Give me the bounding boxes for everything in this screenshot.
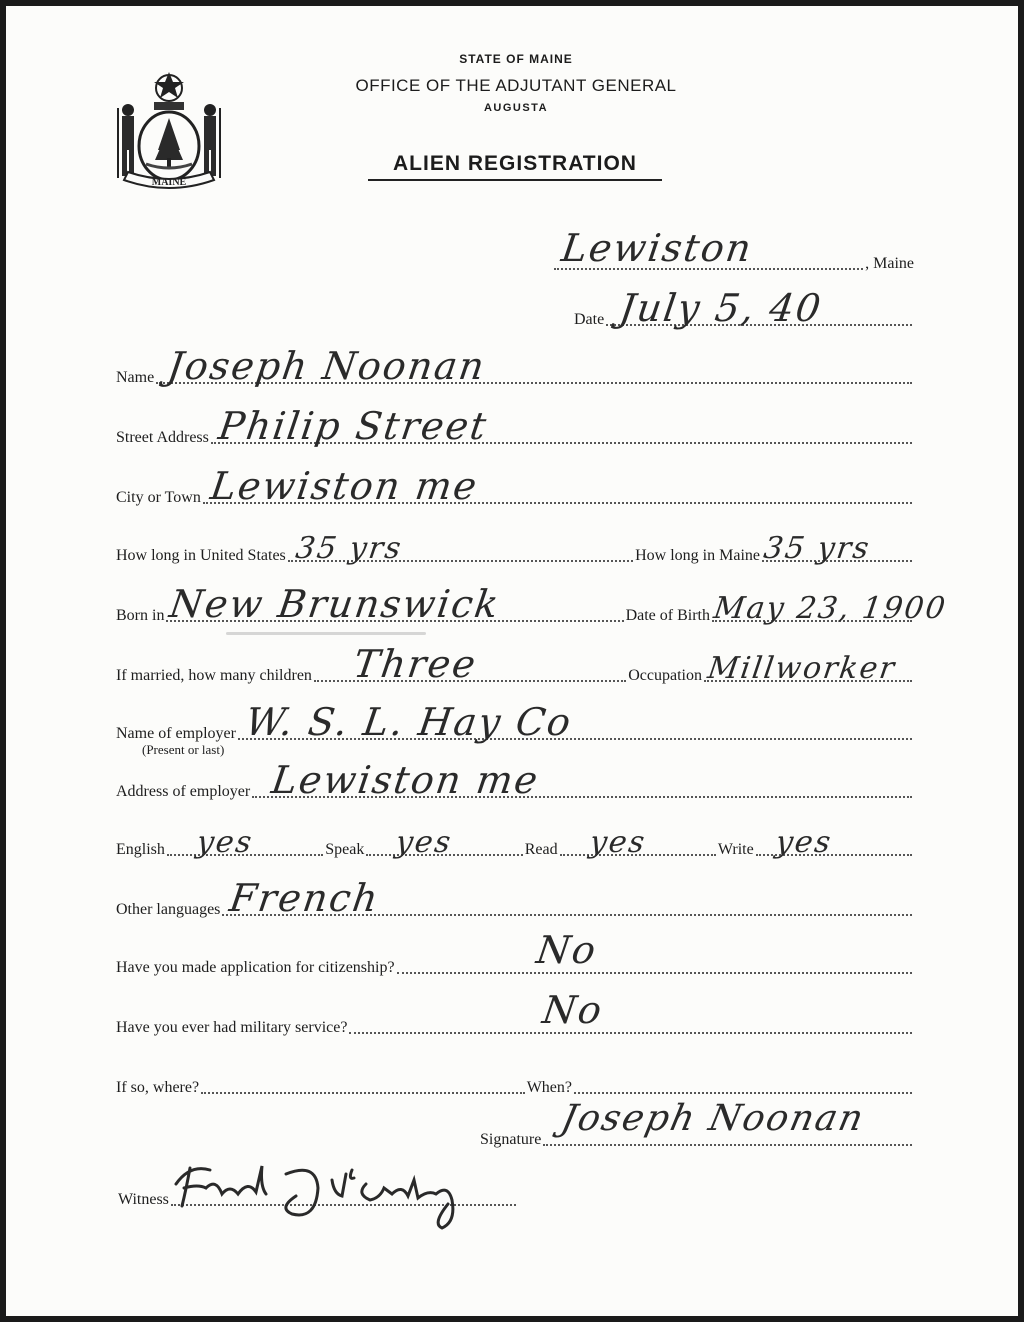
employer-line xyxy=(238,700,912,744)
write-value: yes xyxy=(773,825,835,860)
citizenship-label: Have you made application for citizenship? xyxy=(116,959,395,976)
street-line xyxy=(211,404,912,448)
street-label: Street Address xyxy=(116,429,209,446)
family-row xyxy=(116,642,914,686)
city-row xyxy=(116,464,914,508)
children-line xyxy=(314,642,626,686)
other-languages-line xyxy=(222,876,912,920)
other-languages-label: Other languages xyxy=(116,901,221,918)
where-label: If so, where? xyxy=(116,1079,200,1096)
born-in-line xyxy=(166,582,623,626)
how-long-maine-line xyxy=(761,531,912,566)
children-label: If married, how many children xyxy=(116,667,312,684)
occupation-line xyxy=(704,651,912,686)
citizenship-row xyxy=(116,928,914,978)
how-long-maine-value: 35 yrs xyxy=(761,531,873,566)
how-long-maine-label: How long in Maine xyxy=(635,547,760,564)
children-value: Three xyxy=(350,642,480,686)
seal-motto-text: MAINE xyxy=(151,177,187,188)
header-office: OFFICE OF THE ADJUTANT GENERAL xyxy=(355,76,677,95)
employer-label: Name of employer xyxy=(116,725,236,742)
military-label: Have you ever had military service? xyxy=(116,1019,348,1036)
duration-row xyxy=(116,531,914,566)
city-value: Lewiston me xyxy=(207,464,482,508)
dob-line xyxy=(711,591,950,626)
date-value: July 5, 40 xyxy=(617,286,826,330)
language-row xyxy=(116,825,914,860)
smudge-mark xyxy=(226,632,426,635)
how-long-us-value: 35 yrs xyxy=(293,531,405,566)
place-row xyxy=(552,226,914,274)
when-label: When? xyxy=(526,1079,572,1096)
dob-label: Date of Birth xyxy=(625,607,710,624)
form-title: ALIEN REGISTRATION xyxy=(368,152,662,181)
speak-value: yes xyxy=(393,825,455,860)
where-line xyxy=(201,1072,525,1094)
read-label: Read xyxy=(524,841,558,858)
other-languages-value: French xyxy=(227,876,383,920)
alien-registration-form xyxy=(6,6,1018,1316)
military-row xyxy=(116,988,914,1038)
name-value: Joseph Noonan xyxy=(165,344,489,388)
english-line xyxy=(167,825,323,860)
witness-label: Witness xyxy=(118,1191,169,1208)
speak-label: Speak xyxy=(325,841,365,858)
how-long-us-line xyxy=(288,531,633,566)
applicant-signature: Joseph Noonan xyxy=(557,1098,869,1139)
write-label: Write xyxy=(717,841,754,858)
citizenship-line xyxy=(397,928,912,974)
maine-label: , Maine xyxy=(865,255,914,272)
street-row xyxy=(116,404,914,448)
english-value: yes xyxy=(194,825,256,860)
signature-label: Signature xyxy=(480,1131,542,1148)
employer-sublabel: (Present or last) xyxy=(142,742,225,757)
header-state: STATE OF MAINE xyxy=(459,52,573,66)
street-value: Philip Street xyxy=(215,404,491,448)
date-label: Date xyxy=(574,311,605,328)
service-where-row xyxy=(116,1074,914,1098)
write-line xyxy=(756,825,912,860)
dob-value: May 23, 1900 xyxy=(711,591,950,626)
city-label: City or Town xyxy=(116,489,201,506)
speak-line xyxy=(366,825,522,860)
occupation-value: Millworker xyxy=(705,651,899,686)
employer-address-label: Address of employer xyxy=(116,783,251,800)
military-value: No xyxy=(540,988,607,1032)
military-line xyxy=(349,988,912,1034)
birth-row xyxy=(116,582,950,626)
city-line xyxy=(203,464,912,508)
employer-value: W. S. L. Hay Co xyxy=(242,700,576,744)
born-in-label: Born in xyxy=(116,607,165,624)
employer-address-row xyxy=(116,758,914,802)
place-value: Lewiston xyxy=(558,226,756,270)
other-languages-row xyxy=(116,876,914,920)
read-value: yes xyxy=(587,825,649,860)
employer-address-line xyxy=(252,758,912,802)
date-row xyxy=(574,286,914,330)
occupation-label: Occupation xyxy=(628,667,702,684)
when-line xyxy=(574,1072,912,1094)
born-in-value: New Brunswick xyxy=(167,582,504,626)
header-city: AUGUSTA xyxy=(483,102,549,114)
english-label: English xyxy=(116,841,165,858)
name-label: Name xyxy=(116,369,155,386)
name-row xyxy=(116,344,914,388)
how-long-us-label: How long in United States xyxy=(116,547,286,564)
date-line xyxy=(606,286,912,330)
read-line xyxy=(560,825,716,860)
witness-signature-scribble xyxy=(166,1144,526,1234)
maine-state-seal xyxy=(110,68,228,196)
name-line xyxy=(156,344,912,388)
employer-row xyxy=(116,700,914,744)
place-line xyxy=(554,226,863,270)
citizenship-value: No xyxy=(533,928,600,972)
employer-address-value: Lewiston me xyxy=(269,758,543,802)
